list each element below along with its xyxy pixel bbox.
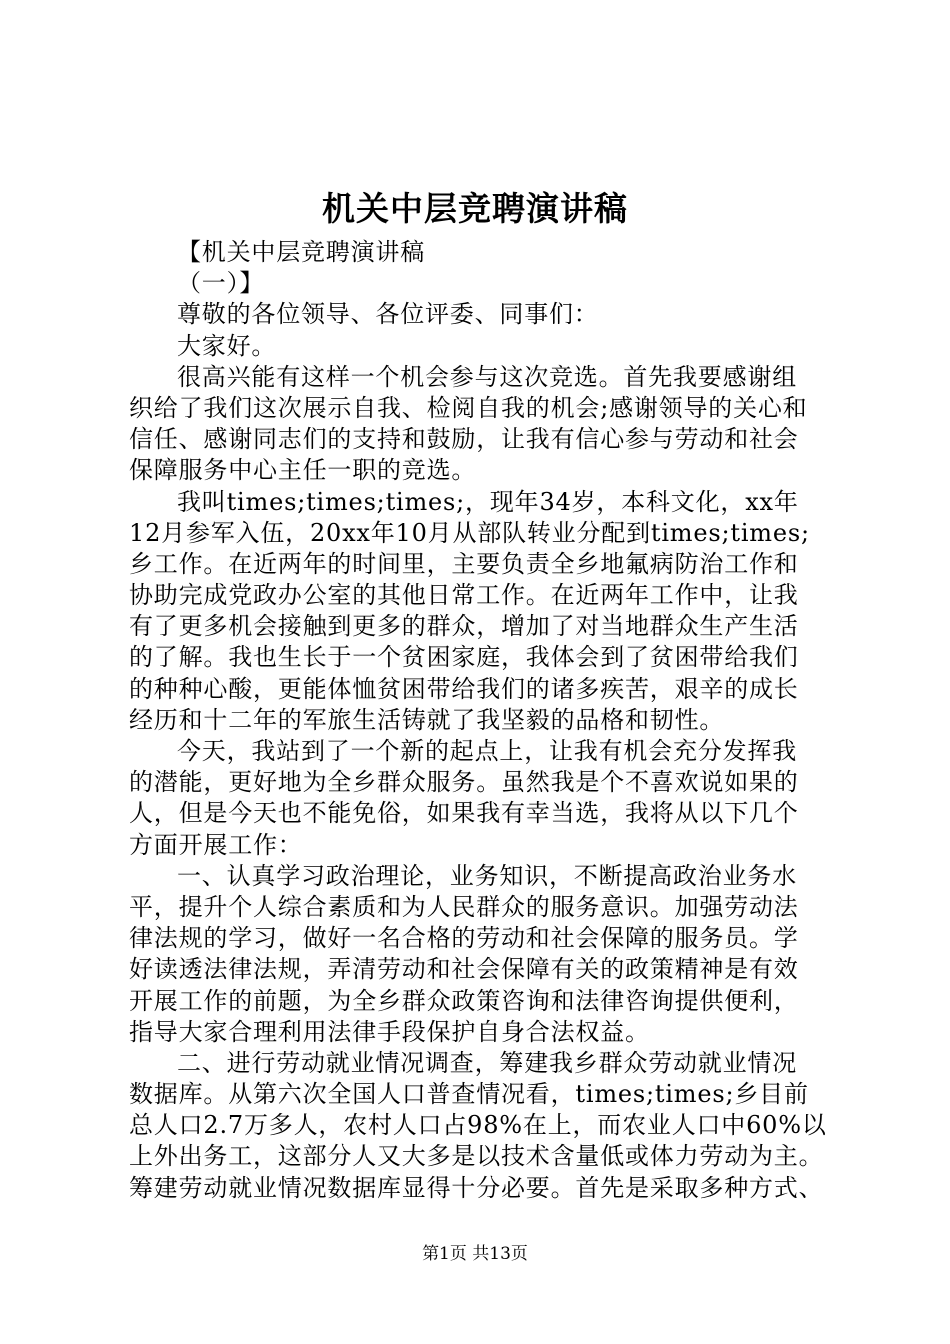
- body-line: 信任、感谢同志们的支持和鼓励，让我有信心参与劳动和社会: [129, 425, 799, 454]
- body-line: 的了解。我也生长于一个贫困家庭，我体会到了贫困带给我们: [129, 643, 799, 672]
- body-line: 筹建劳动就业情况数据库显得十分必要。首先是采取多种方式、: [129, 1173, 824, 1202]
- document-title: 机关中层竞聘演讲稿: [322, 189, 628, 228]
- body-line: 人，但是今天也不能免俗，如果我有幸当选，我将从以下几个: [129, 799, 799, 828]
- body-line: 尊敬的各位领导、各位评委、同事们：: [177, 300, 599, 329]
- body-line: 的潜能，更好地为全乡群众服务。虽然我是个不喜欢说如果的: [129, 768, 799, 797]
- body-line: 律法规的学习，做好一名合格的劳动和社会保障的服务员。学: [129, 924, 799, 953]
- body-line: 方面开展工作：: [129, 830, 303, 859]
- body-line: 织给了我们这次展示自我、检阅自我的机会;感谢领导的关心和: [129, 393, 808, 422]
- body-line: 我叫times;times;times;，现年34岁，本科文化，xx年: [177, 487, 799, 516]
- page-number-footer: 第1页 共13页: [422, 1244, 528, 1264]
- body-line: 总人口2.7万多人，农村人口占98%在上，而农业人口中60%以: [129, 1111, 827, 1140]
- body-line: 12月参军入伍，20xx年10月从部队转业分配到times;times;: [129, 518, 810, 547]
- body-line: 协助完成党政办公室的其他日常工作。在近两年工作中，让我: [129, 581, 799, 610]
- body-line: 平，提升个人综合素质和为人民群众的服务意识。加强劳动法: [129, 892, 799, 921]
- body-line: 指导大家合理利用法律手段保护自身合法权益。: [129, 1017, 650, 1046]
- body-line: 一、认真学习政治理论，业务知识，不断提高政治业务水: [177, 861, 797, 890]
- body-line: 很高兴能有这样一个机会参与这次竞选。首先我要感谢组: [177, 362, 797, 391]
- body-line: 【机关中层竞聘演讲稿: [177, 238, 425, 266]
- body-line: 保障服务中心主任一职的竞选。: [129, 456, 477, 485]
- body-line: 好读透法律法规，弄清劳动和社会保障有关的政策精神是有效: [129, 955, 799, 984]
- body-line: 经历和十二年的军旅生活铸就了我坚毅的品格和韧性。: [129, 705, 725, 734]
- body-line: （一）】: [177, 269, 265, 298]
- body-line: 乡工作。在近两年的时间里，主要负责全乡地氟病防治工作和: [129, 549, 799, 578]
- document-body: [129, 237, 836, 1204]
- body-line: 二、进行劳动就业情况调查，筹建我乡群众劳动就业情况: [177, 1048, 797, 1077]
- body-line: 今天，我站到了一个新的起点上，让我有机会充分发挥我: [177, 737, 797, 765]
- body-line: 开展工作的前题，为全乡群众政策咨询和法律咨询提供便利，: [129, 986, 799, 1015]
- body-line: 有了更多机会接触到更多的群众，增加了对当地群众生产生活: [129, 612, 799, 641]
- body-line: 上外出务工，这部分人又大多是以技术含量低或体力劳动为主。: [129, 1142, 824, 1171]
- body-line: 的种种心酸，更能体恤贫困带给我们的诸多疾苦，艰辛的成长: [129, 674, 799, 703]
- body-line: 数据库。从第六次全国人口普查情况看，times;times;乡目前: [129, 1080, 809, 1109]
- body-line: 大家好。: [177, 331, 277, 360]
